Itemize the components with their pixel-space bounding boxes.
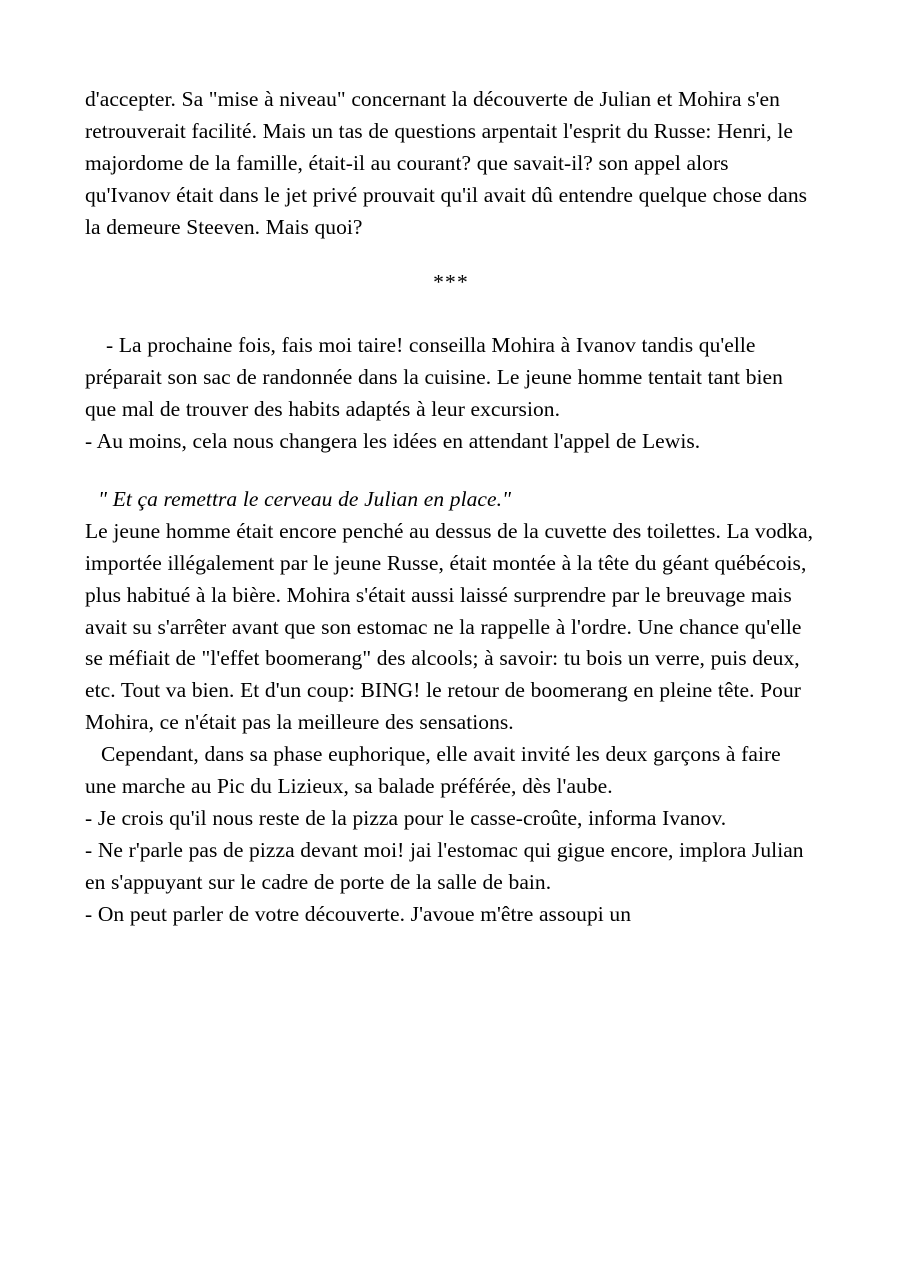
- paragraph-prochaine-fois: - La prochaine fois, fais moi taire! conseilla Mohira à Ivanov tandis qu'elle préparait son sac de randonnée dans la cuisine. Le jeune homme tentait tant bien que mal de trouver des habits adaptés à leur excursion.: [85, 333, 783, 422]
- paragraph-on-peut-parler: - On peut parler de votre découverte. J'avoue m'être assoupi un: [85, 901, 632, 926]
- text-column: [85, 84, 817, 931]
- paragraph-italic-quote: " Et ça remettra le cerveau de Julian en place.": [98, 486, 512, 511]
- paragraph-accepter: d'accepter. Sa "mise à niveau" concernant la découverte de Julian et Mohira s'en retrouverait facilité. Mais un tas de questions arpentait l'esprit du Russe: Henri, le majordome de la famille, était-il au courant? que savait-il? son appel alors qu'Ivanov était dans le jet privé prouvait qu'il avait dû entendre quelque chose dans la demeure Steeven. Mais quoi?: [85, 87, 808, 239]
- gap-before-italic: [85, 458, 817, 484]
- separator-gap-top: [85, 244, 817, 267]
- paragraph-ne-rparle: - Ne r'parle pas de pizza devant moi! jai l'estomac qui gigue encore, implora Julian en s'appuyant sur le cadre de porte de la salle de bain.: [85, 837, 804, 894]
- paragraph-je-crois-pizza: - Je crois qu'il nous reste de la pizza pour le casse-croûte, informa Ivanov.: [85, 806, 727, 831]
- separator-gap-bottom: [85, 298, 817, 330]
- scene-separator: ***: [433, 269, 469, 294]
- paragraph-cependant: Cependant, dans sa phase euphorique, elle avait invité les deux garçons à faire une marche au Pic du Lizieux, sa balade préférée, dès l'aube.: [85, 742, 781, 799]
- paragraph-au-moins: - Au moins, cela nous changera les idées en attendant l'appel de Lewis.: [85, 429, 701, 454]
- paragraph-jeune-homme: Le jeune homme était encore penché au dessus de la cuvette des toilettes. La vodka, importée illégalement par le jeune Russe, était montée à la tête du géant québécois, plus habitué à la bière. Mohira s'était aussi laissé surprendre par le breuvage mais avait su s'arrêter avant que son estomac ne la rappelle à l'ordre. Une chance qu'elle se méfiait de "l'effet boomerang" des alcools; à savoir: tu bois un verre, puis deux, etc. Tout va bien. Et d'un coup: BING! le retour de boomerang en pleine tête. Pour Mohira, ce n'était pas la meilleure des sensations.: [85, 518, 814, 735]
